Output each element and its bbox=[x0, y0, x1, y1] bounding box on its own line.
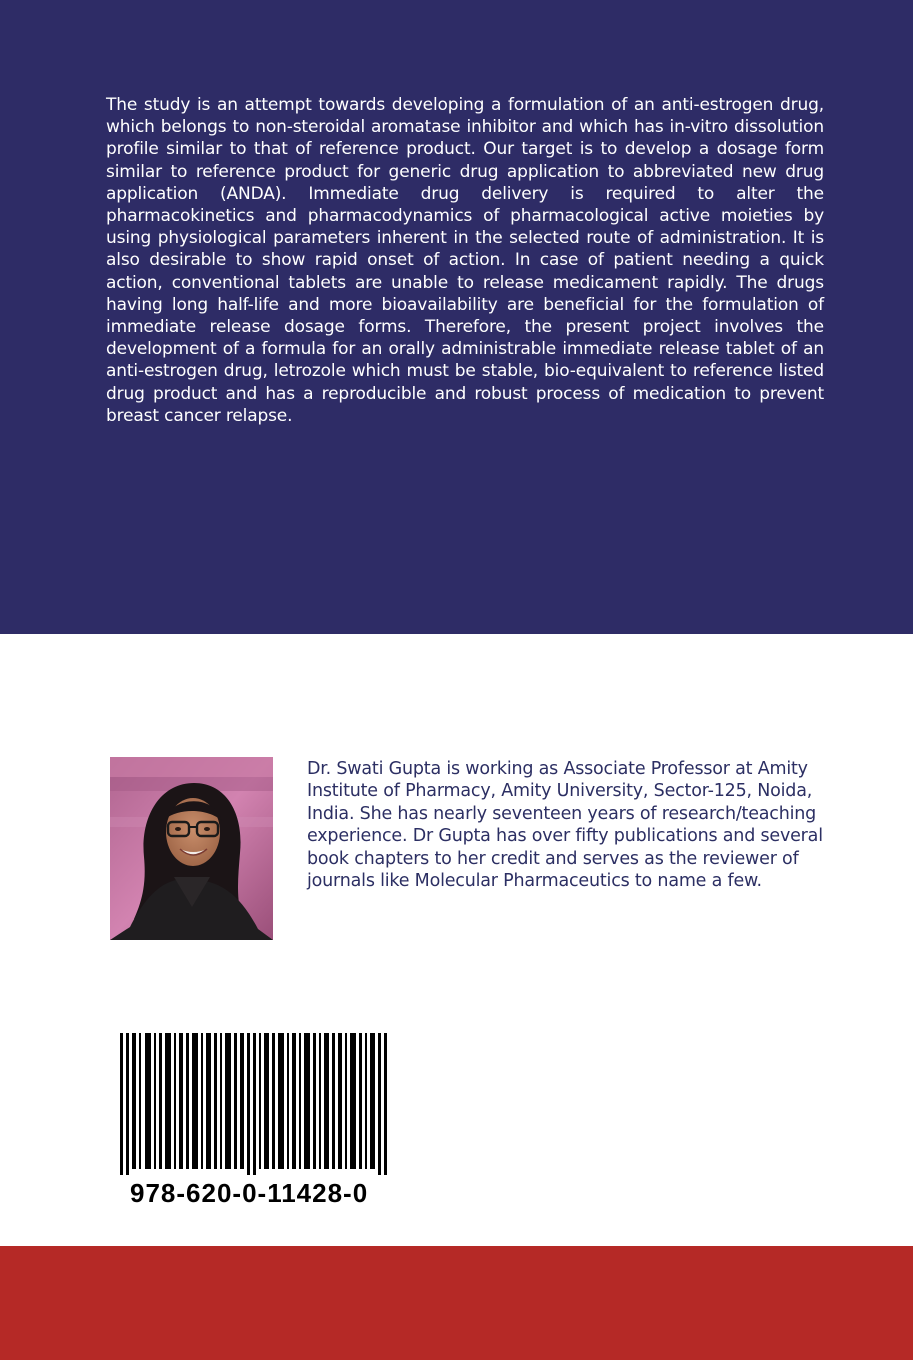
author-photo bbox=[110, 757, 273, 940]
cover-bottom-band bbox=[0, 1246, 913, 1360]
isbn-barcode bbox=[112, 1030, 402, 1210]
book-synopsis: The study is an attempt towards developing a formulation of an anti-estrogen drug, which belongs to non-steroidal aromatase inhibitor and which has in-vitro dissolution profile similar to that of reference product. Our target is to develop a dosage form similar to reference product for generic drug application to abbreviated new drug application (ANDA). Immediate drug delivery is required to alter the pharmacokinetics and pharmacodynamics of pharmacological active moieties by using physiological parameters inherent in the selected route of administration. It is also desirable to show rapid onset of action. In case of patient needing a quick action, conventional tablets are unable to release medicament rapidly. The drugs having long half-life and more bioavailability are beneficial for the formulation of immediate release dosage forms. Therefore, the present project involves the development of a formula for an orally administrable immediate release tablet of an anti-estrogen drug, letrozole which must be stable, bio-equivalent to reference listed drug product and has a reproducible and robust process of medication to prevent breast cancer relapse. bbox=[106, 95, 824, 426]
barcode-image bbox=[120, 1033, 390, 1175]
isbn-number: 978-620-0-11428-0 bbox=[130, 1178, 369, 1208]
cover-top-panel bbox=[0, 0, 913, 634]
author-bio: Dr. Swati Gupta is working as Associate Professor at Amity Institute of Pharmacy, Amity University, Sector-125, Noida, India. She has nearly seventeen years of research/teaching experience. Dr Gupta has over fifty publications and several book chapters to her credit and serves as the reviewer of journals like Molecular Pharmaceutics to name a few. bbox=[307, 759, 823, 892]
author-photo-image bbox=[110, 757, 273, 940]
